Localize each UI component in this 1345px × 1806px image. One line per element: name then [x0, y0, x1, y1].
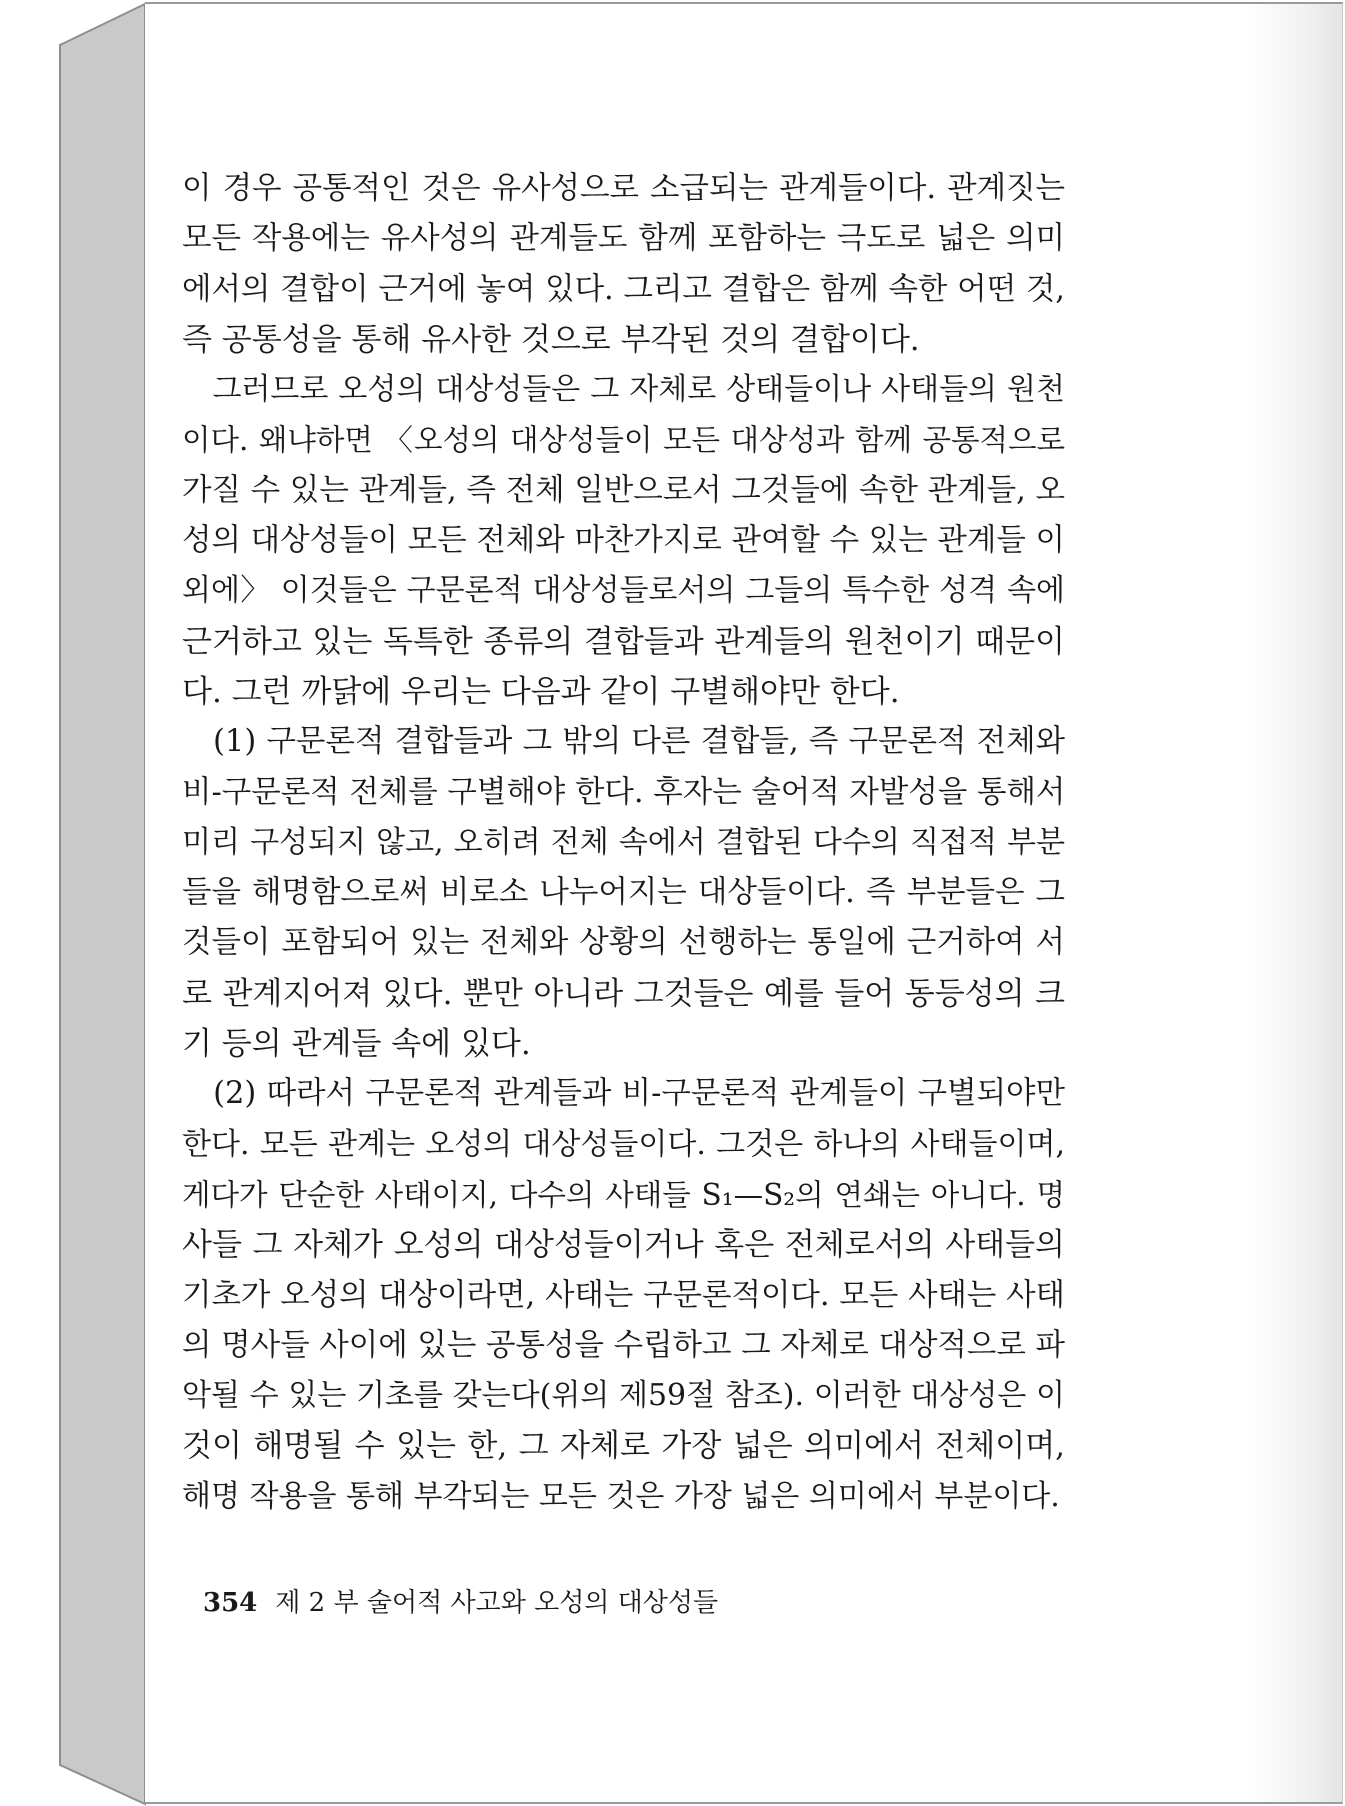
page-footer	[203, 1582, 718, 1619]
running-head: 제 2 부 술어적 사고와 오성의 대상성들	[275, 1588, 719, 1618]
text-line: 가질 수 있는 관계들, 즉 전체 일반으로서 그것들에 속한 관계들, 오	[182, 472, 1065, 508]
text-line: 것이 해명될 수 있는 한, 그 자체로 가장 넓은 의미에서 전체이며,	[182, 1428, 1065, 1465]
text-line: 기 등의 관계들 속에 있다.	[182, 1026, 531, 1063]
text-line: 사들 그 자체가 오성의 대상성들이거나 혹은 전체로서의 사태들의	[182, 1227, 1065, 1264]
text-line: 미리 구성되지 않고, 오히려 전체 속에서 결합된 다수의 직접적 부분	[182, 824, 1065, 860]
text-line: 게다가 단순한 사태이지, 다수의 사태들 S₁—S₂의 연쇄는 아니다. 명	[182, 1177, 1065, 1212]
text-line: 악될 수 있는 기초를 갖는다(위의 제59절 참조). 이러한 대상성은 이	[182, 1378, 1065, 1414]
text-line: 외에〉 이것들은 구문론적 대상성들로서의 그들의 특수한 성격 속에	[182, 573, 1065, 609]
body-text	[182, 164, 1065, 1522]
text-line: 근거하고 있는 독특한 종류의 결합들과 관계들의 원천이기 때문이	[182, 623, 1065, 660]
text-line: 모든 작용에는 유사성의 관계들도 함께 포함하는 극도로 넓은 의미	[182, 221, 1065, 257]
text-line: 에서의 결합이 근거에 놓여 있다. 그리고 결합은 함께 속한 어떤 것,	[182, 271, 1065, 307]
text-line: 다. 그런 까닭에 우리는 다음과 같이 구별해야만 한다.	[182, 673, 900, 710]
text-line: (1) 구문론적 결합들과 그 밖의 다른 결합들, 즉 구문론적 전체와	[182, 724, 1065, 760]
text-line: 이 경우 공통적인 것은 유사성으로 소급되는 관계들이다. 관계짓는	[182, 171, 1065, 206]
text-line: (2) 따라서 구문론적 관계들과 비-구문론적 관계들이 구별되야만	[182, 1076, 1065, 1112]
text-line: 비-구문론적 전체를 구별해야 한다. 후자는 술어적 자발성을 통해서	[182, 774, 1066, 810]
text-line: 그러므로 오성의 대상성들은 그 자체로 상태들이나 사태들의 원천	[182, 372, 1065, 408]
text-line: 성의 대상성들이 모든 전체와 마찬가지로 관여할 수 있는 관계들 이	[182, 523, 1065, 559]
text-line: 한다. 모든 관계는 오성의 대상성들이다. 그것은 하나의 사태들이며,	[182, 1126, 1065, 1162]
text-line: 즉 공통성을 통해 유사한 것으로 부각된 것의 결합이다.	[182, 321, 920, 358]
page-number: 354	[203, 1588, 258, 1618]
text-line: 해명 작용을 통해 부각되는 모든 것은 가장 넓은 의미에서 부분이다.	[182, 1478, 1060, 1514]
text-line: 의 명사들 사이에 있는 공통성을 수립하고 그 자체로 대상적으로 파	[182, 1327, 1065, 1363]
text-line: 이다. 왜냐하면 〈오성의 대상성들이 모든 대상성과 함께 공통적으로	[182, 423, 1065, 458]
text-line: 로 관계지어져 있다. 뿐만 아니라 그것들은 예를 들어 동등성의 크	[182, 975, 1065, 1012]
text-line: 것들이 포함되어 있는 전체와 상황의 선행하는 통일에 근거하여 서	[182, 925, 1065, 961]
text-line: 들을 해명함으로써 비로소 나누어지는 대상들이다. 즉 부분들은 그	[182, 875, 1065, 911]
text-line: 기초가 오성의 대상이라면, 사태는 구문론적이다. 모든 사태는 사태	[182, 1277, 1065, 1313]
